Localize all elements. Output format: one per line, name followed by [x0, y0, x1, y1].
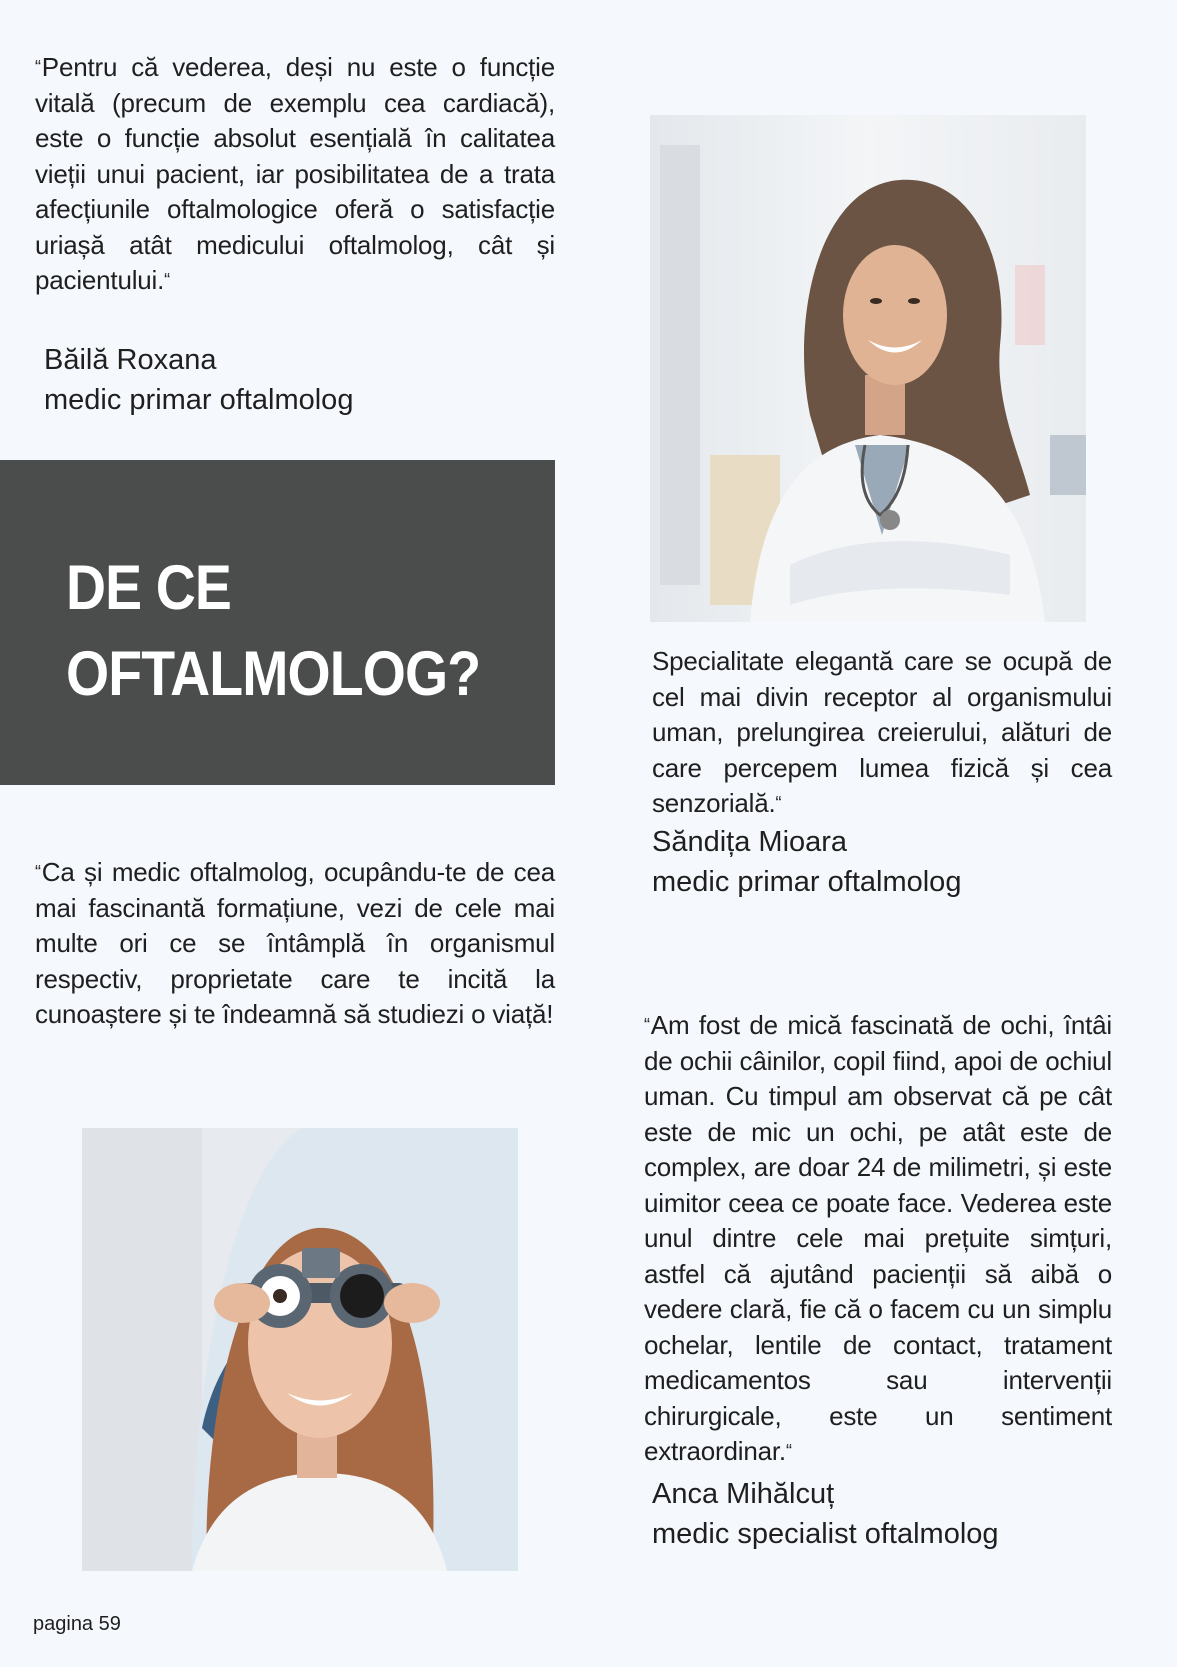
quote-mark: “ [785, 1441, 792, 1461]
author-anca [652, 1474, 999, 1554]
author-title: medic primar oftalmolog [652, 866, 962, 898]
quote-text: Am fost de mică fascinată de ochi, întâi de ochii câinilor, copil fiind, apoi de ochiul uman. Cu timpul am observat că pe cât este de mic un ochi, pe atât este de complex, are doar 24 de milimetri, și este uimitor ceea ce poate face. Vederea este unul dintre cele mai prețuite simțuri, astfel că ajutând pacienții să aibă o vedere clară, fie că o facem cu un simplu ochelar, lentile de contact, tratament medicamentos sau intervenții chirurgicale, este un sentiment extraordinar. [644, 1010, 1112, 1466]
doctor-portrait-image [650, 115, 1086, 622]
author-name: Săndița Mioara [652, 826, 848, 858]
page-number: pagina 59 [33, 1613, 121, 1635]
section-banner [0, 460, 555, 785]
quote-text: Specialitate elegantă care se ocupă de cel mai divin receptor al organismului uman, prelungirea creierului, alături de care percepem lumea fizică și cea senzorială. [652, 646, 1112, 818]
author-name: Anca Mihălcuț [652, 1478, 835, 1510]
author-title: medic primar oftalmolog [44, 384, 354, 416]
quote-text: Pentru că vederea, deși nu este o funcție vitală (precum de exemplu cea cardiacă), este o funcție absolut esențială în calitatea vieții unui pacient, iar posibilitatea de a trata afecțiunile oftalmologice oferă o satisfacție uriașă atât medicului oftalmolog, cât și pacientului. [35, 52, 555, 295]
quote-text: Ca și medic oftalmolog, ocupându-te de cea mai fascinantă formațiune, vezi de cele mai multe ori ce se întâmplă în organismul respectiv, proprietate care te incită la cunoaștere și te îndeamnă să studiezi o viață! [35, 857, 555, 1029]
author-name: Băilă Roxana [44, 344, 217, 376]
author-roxana [44, 340, 353, 420]
author-title: medic specialist oftalmolog [652, 1518, 999, 1550]
eye-exam-image [82, 1128, 518, 1571]
quote-mark: “ [775, 793, 782, 813]
quote-mark: “ [35, 862, 41, 882]
quote-mark: “ [35, 57, 41, 77]
banner-title [66, 545, 480, 717]
banner-title-line1: DE CE [66, 553, 232, 623]
quote-mark: “ [644, 1015, 650, 1035]
quote-mioara [652, 644, 1112, 822]
author-mioara [652, 822, 961, 902]
quote-second [35, 855, 555, 1033]
quote-mark: “ [164, 270, 170, 290]
quote-roxana [35, 50, 555, 299]
quote-anca [644, 1008, 1112, 1470]
banner-title-line2: OFTALMOLOG? [66, 639, 481, 709]
